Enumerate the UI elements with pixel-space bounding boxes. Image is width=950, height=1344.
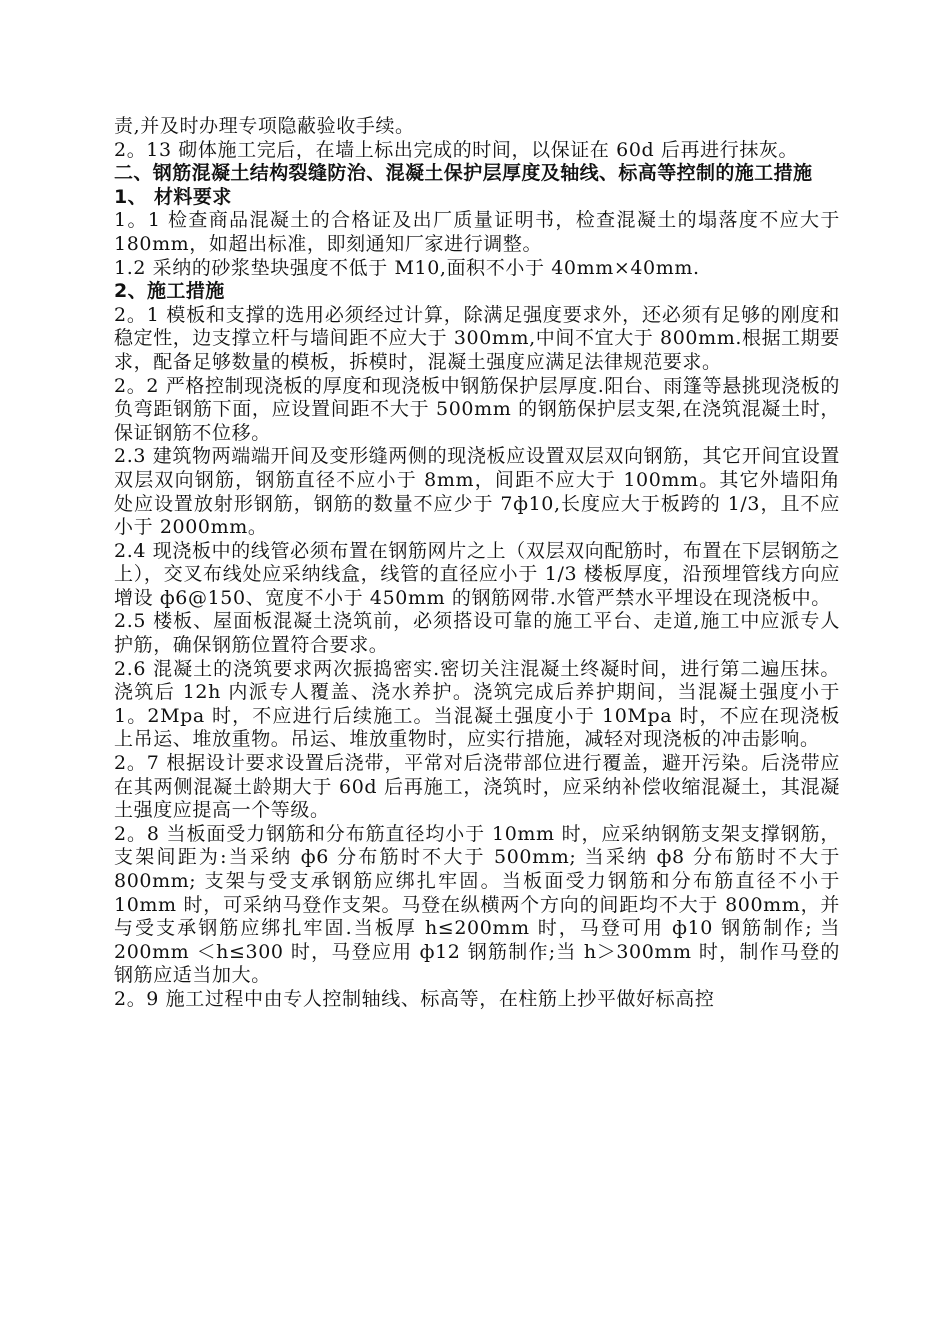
section-heading-2: 二、钢筋混凝土结构裂缝防治、混凝土保护层厚度及轴线、标高等控制的施工措施: [114, 162, 813, 185]
paragraph-2-2: 2。2 严格控制现浇板的厚度和现浇板中钢筋保护层厚度.阳台、雨篷等悬挑现浇板的负弯距钢筋下面，应设置间距不大于 500mm 的钢筋保护层支架,在浇筑混凝土时，保证钢筋不位移。: [114, 374, 840, 444]
paragraph-2-13: 2。13 砌体施工完后，在墙上标出完成的时间，以保证在 60d 后再进行抹灰。: [114, 138, 799, 161]
paragraph-1-2: 1.2 采纳的砂浆垫块强度不低于 M10,面积不小于 40mm×40mm.: [114, 256, 700, 279]
paragraph-2-8: 2。8 当板面受力钢筋和分布筋直径均小于 10mm 时，应采纳钢筋支架支撑钢筋，支架间距为:当采纳 ф6 分布筋时不大于 500mm; 当采纳 ф8 分布筋时不大于 800mm; 支架与受支承钢筋应绑扎牢固。当板面受力钢筋和分布筋直径不小于 10mm 时，可采纳马登作支架。马登在纵横两个方向的间距均不大于 800mm，并与受支承钢筋应绑扎牢固.当板厚 h≤200mm 时，马登可用 ф10 钢筋制作; 当 200mm ＜h≤300 时，马登应用 ф12 钢筋制作;当 h＞300mm 时，制作马登的钢筋应适当加大。: [114, 822, 840, 987]
subheading-construction-measures: 2、施工措施: [114, 280, 225, 303]
paragraph-2-7: 2。7 根据设计要求设置后浇带，平常对后浇带部位进行覆盖，避开污染。后浇带应在其两侧混凝土龄期大于 60d 后再施工，浇筑时，应采纳补偿收缩混凝土，其混凝土强度应提高一个等级。: [114, 752, 840, 822]
subheading-materials: 1、 材料要求: [114, 185, 232, 208]
paragraph-2-9: 2。9 施工过程中由专人控制轴线、标高等，在柱筋上抄平做好标高控: [114, 987, 715, 1010]
paragraph-2-5: 2.5 楼板、屋面板混凝土浇筑前，必须搭设可靠的施工平台、走道,施工中应派专人护筋，确保钢筋位置符合要求。: [114, 610, 840, 657]
document-body: [114, 115, 840, 1012]
paragraph-1-1: 1。1 检查商品混凝土的合格证及出厂质量证明书，检查混凝土的塌落度不应大于 180mm，如超出标准，即刻通知厂家进行调整。: [114, 209, 840, 255]
paragraph-2-3: 2.3 建筑物两端端开间及变形缝两侧的现浇板应设置双层双向钢筋，其它开间宜设置双层双向钢筋，钢筋直径不应小于 8mm，间距不应大于 100mm。其它外墙阳角处应设置放射形钢筋，钢筋的数量不应少于 7ф10,长度应大于板跨的 1/3，且不应小于 2000mm。: [114, 445, 840, 539]
paragraph-2-6: 2.6 混凝土的浇筑要求两次振捣密实.密切关注混凝土终凝时间，进行第二遍压抹。浇筑后 12h 内派专人覆盖、浇水养护。浇筑完成后养护期间，当混凝土强度小于 1。2Mpa 时，不应进行后续施工。当混凝土强度小于 10Mpa 时，不应在现浇板上吊运、堆放重物。吊运、堆放重物时，应实行措施，减轻对现浇板的冲击影响。: [114, 657, 840, 751]
paragraph-continuation: 责,并及时办理专项隐蔽验收手续。: [114, 115, 415, 137]
paragraph-2-1: 2。1 模板和支撑的选用必须经过计算，除满足强度要求外，还必须有足够的刚度和稳定性，边支撑立杆与墙间距不应大于 300mm,中间不宜大于 800mm.根据工期要求，配备足够数量的模板，拆模时，混凝土强度应满足法律规范要求。: [114, 303, 840, 373]
paragraph-2-4: 2.4 现浇板中的线管必须布置在钢筋网片之上（双层双向配筋时，布置在下层钢筋之上），交叉布线处应采纳线盒，线管的直径应小于 1/3 楼板厚度，沿预埋管线方向应增设 ф6@150、宽度不小于 450mm 的钢筋网带.水管严禁水平埋设在现浇板中。: [114, 539, 840, 609]
